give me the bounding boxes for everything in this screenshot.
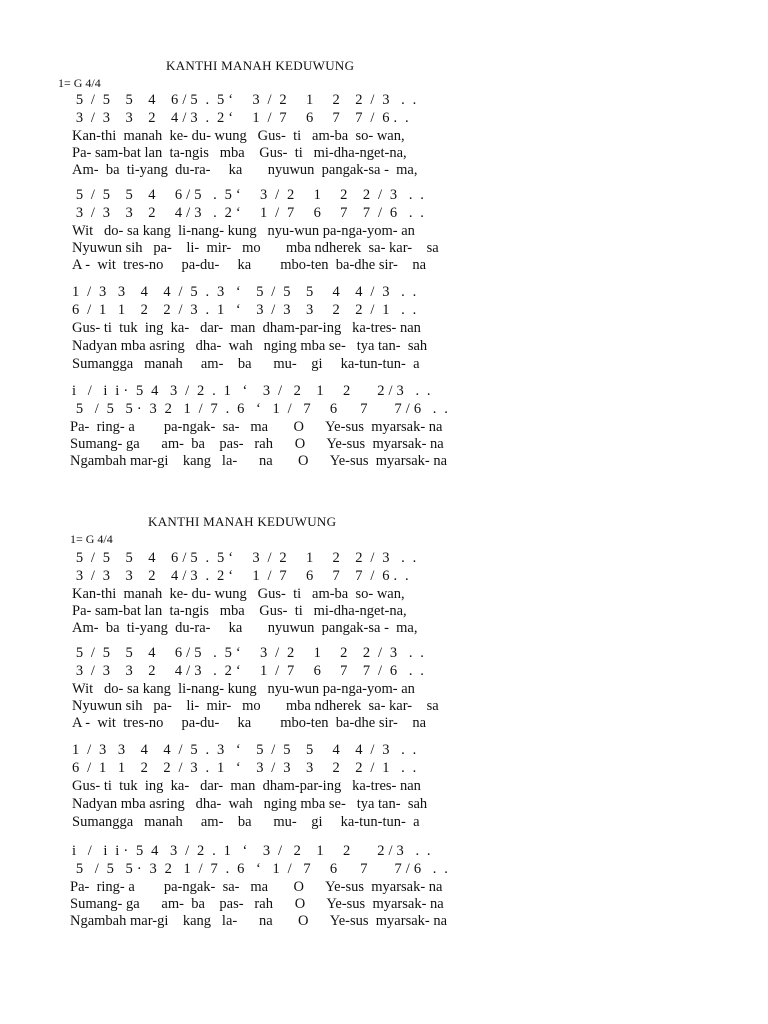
lyric-line: Nyuwun sih pa- li- mir- mo mba ndherek sa- kar- sa	[72, 698, 439, 714]
lyric-line: Pa- sam-bat lan ta-ngis mba Gus- ti mi-dha-nget-na,	[72, 603, 407, 619]
key-signature: 1= G 4/4	[70, 532, 113, 546]
notation-line: i / i i · 5 4 3 / 2 . 1 ‘ 3 / 2 1 2 2 / 3 . .	[72, 383, 431, 399]
lyric-line: Pa- ring- a pa-ngak- sa- ma O Ye-sus myarsak- na	[70, 419, 443, 435]
lyric-line: A - wit tres-no pa-du- ka mbo-ten ba-dhe sir- na	[72, 257, 427, 273]
notation-line: 5 / 5 5 4 6 / 5 . 5 ‘ 3 / 2 1 2 2 / 3 . .	[72, 645, 425, 661]
lyric-line: Ngambah mar-gi kang la- na O Ye-sus myarsak- na	[70, 913, 448, 929]
lyric-line: Ngambah mar-gi kang la- na O Ye-sus myarsak- na	[70, 453, 448, 469]
notation-line: 6 / 1 1 2 2 / 3 . 1 ‘ 3 / 3 3 2 2 / 1 . .	[72, 302, 417, 318]
lyric-line: Wit do- sa kang li-nang- kung nyu-wun pa-nga-yom- an	[72, 681, 415, 697]
notation-line: 3 / 3 3 2 4 / 3 . 2 ‘ 1 / 7 6 7 7 / 6 . .	[72, 568, 409, 584]
lyric-line: Am- ba ti-yang du-ra- ka nyuwun pangak-sa - ma,	[72, 162, 418, 178]
lyric-line: Am- ba ti-yang du-ra- ka nyuwun pangak-sa - ma,	[72, 620, 418, 636]
lyric-line: Wit do- sa kang li-nang- kung nyu-wun pa-nga-yom- an	[72, 223, 415, 239]
notation-line: i / i i · 5 4 3 / 2 . 1 ‘ 3 / 2 1 2 2 / 3 . .	[72, 843, 431, 859]
lyric-line: Sumangga manah am- ba mu- gi ka-tun-tun- a	[72, 814, 420, 830]
lyric-line: Kan-thi manah ke- du- wung Gus- ti am-ba so- wan,	[72, 128, 405, 144]
lyric-line: Sumangga manah am- ba mu- gi ka-tun-tun- a	[72, 356, 420, 372]
notation-line: 3 / 3 3 2 4 / 3 . 2 ‘ 1 / 7 6 7 7 / 6 . .	[72, 205, 425, 221]
notation-line: 6 / 1 1 2 2 / 3 . 1 ‘ 3 / 3 3 2 2 / 1 . .	[72, 760, 417, 776]
lyric-line: Nadyan mba asring dha- wah nging mba se- tya tan- sah	[72, 796, 428, 812]
song-title: KANTHI MANAH KEDUWUNG	[148, 514, 337, 529]
notation-line: 1 / 3 3 4 4 / 5 . 3 ‘ 5 / 5 5 4 4 / 3 . .	[72, 742, 417, 758]
lyric-line: A - wit tres-no pa-du- ka mbo-ten ba-dhe sir- na	[72, 715, 427, 731]
lyric-line: Gus- ti tuk ing ka- dar- man dham-par-ing ka-tres- nan	[72, 778, 421, 794]
notation-line: 3 / 3 3 2 4 / 3 . 2 ‘ 1 / 7 6 7 7 / 6 . .	[72, 663, 425, 679]
notation-line: 3 / 3 3 2 4 / 3 . 2 ‘ 1 / 7 6 7 7 / 6 . .	[72, 110, 409, 126]
notation-line: 1 / 3 3 4 4 / 5 . 3 ‘ 5 / 5 5 4 4 / 3 . .	[72, 284, 417, 300]
lyric-line: Pa- sam-bat lan ta-ngis mba Gus- ti mi-dha-nget-na,	[72, 145, 407, 161]
key-signature: 1= G 4/4	[58, 76, 101, 90]
notation-line: 5 / 5 5 · 3 2 1 / 7 . 6 ‘ 1 / 7 6 7 7 / 6 . .	[72, 861, 449, 877]
song-title: KANTHI MANAH KEDUWUNG	[166, 58, 355, 73]
lyric-line: Sumang- ga am- ba pas- rah O Ye-sus myarsak- na	[70, 896, 444, 912]
lyric-line: Kan-thi manah ke- du- wung Gus- ti am-ba so- wan,	[72, 586, 405, 602]
notation-line: 5 / 5 5 4 6 / 5 . 5 ‘ 3 / 2 1 2 2 / 3 . .	[72, 92, 417, 108]
lyric-line: Sumang- ga am- ba pas- rah O Ye-sus myarsak- na	[70, 436, 444, 452]
notation-line: 5 / 5 5 · 3 2 1 / 7 . 6 ‘ 1 / 7 6 7 7 / 6 . .	[72, 401, 449, 417]
lyric-line: Nadyan mba asring dha- wah nging mba se- tya tan- sah	[72, 338, 428, 354]
notation-line: 5 / 5 5 4 6 / 5 . 5 ‘ 3 / 2 1 2 2 / 3 . .	[72, 550, 417, 566]
lyric-line: Gus- ti tuk ing ka- dar- man dham-par-ing ka-tres- nan	[72, 320, 421, 336]
lyric-line: Nyuwun sih pa- li- mir- mo mba ndherek sa- kar- sa	[72, 240, 439, 256]
lyric-line: Pa- ring- a pa-ngak- sa- ma O Ye-sus myarsak- na	[70, 879, 443, 895]
notation-line: 5 / 5 5 4 6 / 5 . 5 ‘ 3 / 2 1 2 2 / 3 . .	[72, 187, 425, 203]
